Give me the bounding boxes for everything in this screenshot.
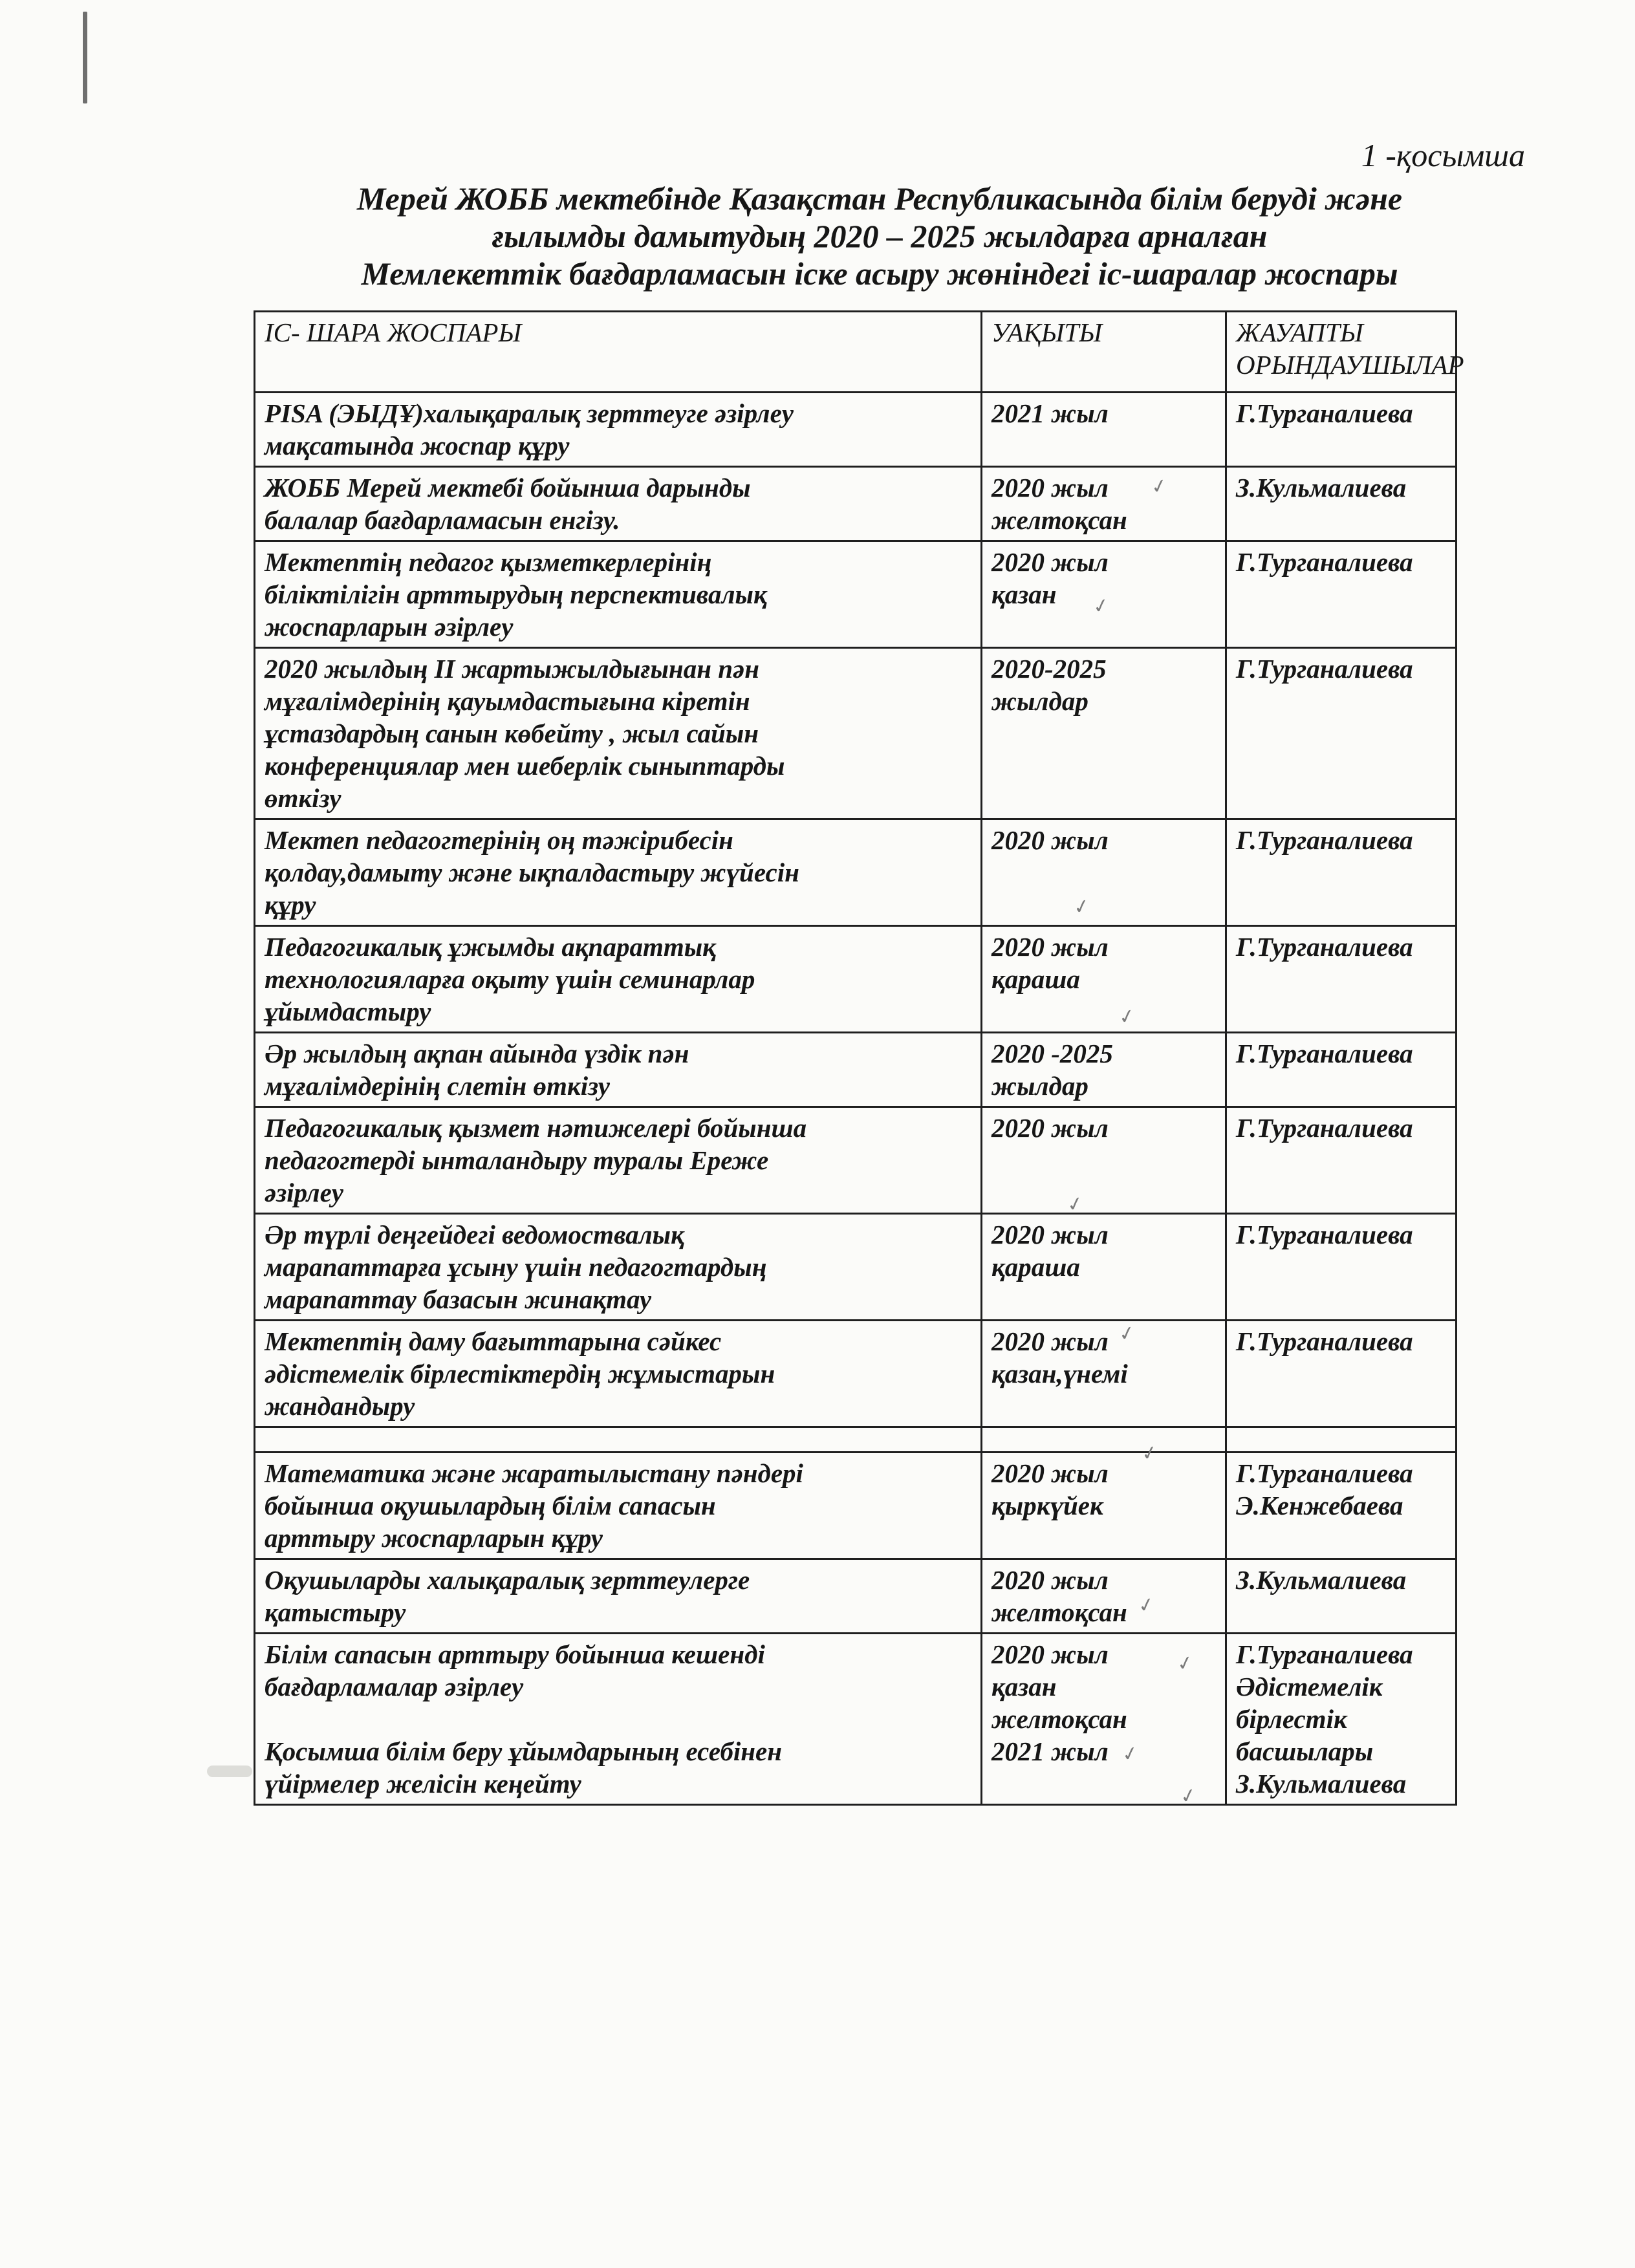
cell-text-responsible: Г.Турганалиева bbox=[1236, 398, 1413, 428]
cell-text-activity: Әр түрлі деңгейдегі ведомоствалық bbox=[265, 1220, 684, 1249]
cell-text-time: 2020 жыл bbox=[991, 473, 1109, 502]
cell-text-activity: PISA (ЭЫДҰ)халықаралық зерттеуге әзірлеу bbox=[265, 398, 794, 428]
cell-text-responsible: Әдістемелік bbox=[1236, 1672, 1383, 1701]
cell-responsible bbox=[1226, 926, 1456, 1033]
cell-text-activity: Қосымша білім беру ұйымдарының есебінен bbox=[265, 1736, 783, 1766]
check-mark: ✓ bbox=[1116, 1321, 1138, 1347]
table-header-row bbox=[255, 312, 1456, 393]
cell-text-activity: ұстаздардың санын көбейту , жыл сайын bbox=[265, 718, 759, 748]
table-row bbox=[255, 648, 1456, 819]
document-title bbox=[259, 180, 1500, 292]
cell-activity bbox=[255, 926, 982, 1033]
cell-time bbox=[982, 1427, 1226, 1453]
title-line: Мерей ЖОББ мектебінде Қазақстан Республикасында білім беруді және bbox=[356, 180, 1403, 217]
cell-text-activity: Мектептің даму бағыттарына сәйкес bbox=[265, 1326, 722, 1356]
table-row bbox=[255, 1634, 1456, 1805]
cell-text-activity: ЖОББ Мерей мектебі бойынша дарынды bbox=[265, 473, 751, 502]
check-mark: ✓ bbox=[1120, 1741, 1141, 1767]
cell-responsible bbox=[1226, 648, 1456, 819]
cell-responsible bbox=[1226, 541, 1456, 648]
cell-text-activity: әдістемелік бірлестіктердің жұмыстарын bbox=[265, 1359, 775, 1388]
cell-time bbox=[982, 1107, 1226, 1214]
table-row bbox=[255, 1107, 1456, 1214]
check-mark: ✓ bbox=[1116, 1004, 1138, 1030]
cell-text-activity: марапаттарға ұсыну үшін педагогтардың bbox=[265, 1252, 767, 1282]
cell-text-time: 2020 жыл bbox=[991, 1113, 1109, 1143]
cell-text-activity: 2020 жылдың II жартыжылдығынан пән bbox=[265, 654, 759, 684]
cell-text-time: 2020 -2025 bbox=[991, 1039, 1113, 1068]
cell-activity bbox=[255, 1634, 982, 1805]
cell-activity bbox=[255, 1427, 982, 1453]
cell-time bbox=[982, 1033, 1226, 1107]
cell-text-time: 2020 жыл bbox=[991, 1458, 1109, 1488]
check-mark: ✓ bbox=[1139, 1440, 1160, 1467]
column-header-activity bbox=[255, 312, 982, 393]
cell-text-time: 2020 жыл bbox=[991, 1639, 1109, 1669]
cell-text-activity: арттыру жоспарларын құру bbox=[265, 1523, 603, 1553]
cell-responsible bbox=[1226, 1559, 1456, 1634]
cell-text-responsible: бірлестік bbox=[1236, 1704, 1347, 1734]
cell-time bbox=[982, 1321, 1226, 1427]
cell-time bbox=[982, 1453, 1226, 1559]
annex-label: 1 -қосымша bbox=[1361, 137, 1525, 173]
column-header-responsible bbox=[1226, 312, 1464, 393]
cell-activity bbox=[255, 819, 982, 926]
table-row bbox=[255, 541, 1456, 648]
cell-text-activity: жандандыру bbox=[265, 1391, 415, 1421]
cell-text-responsible: Г.Турганалиева bbox=[1236, 547, 1413, 577]
cell-responsible bbox=[1226, 1634, 1456, 1805]
cell-text-activity: педагогтерді ынталандыру туралы Ереже bbox=[265, 1145, 769, 1175]
cell-text-activity: мұғалімдерінің қауымдастығына кіретін bbox=[265, 686, 750, 716]
cell-text-activity: біліктілігін арттырудың перспективалық bbox=[265, 579, 767, 609]
column-header-label: ЖАУАПТЫ bbox=[1236, 318, 1363, 347]
table-row bbox=[255, 819, 1456, 926]
cell-text-responsible: Г.Турганалиева bbox=[1236, 654, 1413, 684]
cell-text-activity: Педагогикалық қызмет нәтижелері бойынша bbox=[265, 1113, 807, 1143]
check-mark: ✓ bbox=[1071, 894, 1092, 920]
cell-responsible bbox=[1226, 819, 1456, 926]
check-mark: ✓ bbox=[1136, 1592, 1157, 1619]
column-header-label: УАҚЫТЫ bbox=[991, 318, 1103, 347]
cell-text-activity: өткізу bbox=[265, 783, 341, 813]
cell-text-time: қазан,үнемі bbox=[991, 1359, 1128, 1388]
cell-text-activity: Мектептің педагог қызметкерлерінің bbox=[265, 547, 712, 577]
cell-text-time: 2020 жыл bbox=[991, 1565, 1109, 1595]
cell-time bbox=[982, 393, 1226, 467]
table-body bbox=[255, 393, 1456, 1805]
cell-responsible bbox=[1226, 467, 1456, 541]
cell-text-time: 2020 жыл bbox=[991, 1220, 1109, 1249]
column-header-label: ІС- ШАРА ЖОСПАРЫ bbox=[265, 318, 522, 347]
cell-text-time: қыркүйек bbox=[991, 1491, 1103, 1520]
cell-activity bbox=[255, 467, 982, 541]
cell-text-responsible: Г.Турганалиева bbox=[1236, 1039, 1413, 1068]
table-row bbox=[255, 926, 1456, 1033]
cell-text-activity: құру bbox=[265, 890, 316, 920]
table-row bbox=[255, 1427, 1456, 1453]
cell-text-responsible: Э.Кенжебаева bbox=[1236, 1491, 1403, 1520]
cell-text-responsible: З.Кульмалиева bbox=[1236, 1769, 1407, 1798]
cell-activity bbox=[255, 1321, 982, 1427]
cell-activity bbox=[255, 1107, 982, 1214]
cell-activity bbox=[255, 393, 982, 467]
cell-activity bbox=[255, 648, 982, 819]
cell-text-responsible: Г.Турганалиева bbox=[1236, 1639, 1413, 1669]
cell-text-activity: марапаттау базасын жинақтау bbox=[265, 1284, 652, 1314]
cell-time bbox=[982, 648, 1226, 819]
cell-text-activity: мақсатында жоспар құру bbox=[265, 431, 570, 460]
cell-text-activity: қатыстыру bbox=[265, 1597, 406, 1627]
cell-text-activity: конференциялар мен шеберлік сыныптарды bbox=[265, 751, 785, 781]
cell-text-responsible: З.Кульмалиева bbox=[1236, 473, 1407, 502]
cell-text-time: желтоқсан bbox=[991, 1597, 1127, 1627]
table-row bbox=[255, 467, 1456, 541]
cell-text-activity: жоспарларын әзірлеу bbox=[265, 612, 514, 642]
cell-responsible bbox=[1226, 1214, 1456, 1321]
cell-text-activity: ұйымдастыру bbox=[265, 997, 431, 1026]
cell-responsible bbox=[1226, 1033, 1456, 1107]
cell-text-activity: Білім сапасын арттыру бойынша кешенді bbox=[265, 1639, 765, 1669]
cell-text-time: қазан bbox=[991, 1672, 1057, 1701]
cell-text-activity: технологияларға оқыту үшін семинарлар bbox=[265, 964, 755, 994]
cell-text-activity: әзірлеу bbox=[265, 1178, 343, 1207]
activity-plan-table bbox=[254, 310, 1464, 1806]
cell-text-activity: Педагогикалық ұжымды ақпараттық bbox=[265, 932, 716, 962]
cell-text-responsible: Г.Турганалиева bbox=[1236, 932, 1413, 962]
table-row bbox=[255, 1453, 1456, 1559]
cell-text-time: қазан bbox=[991, 579, 1057, 609]
cell-text-time: 2020-2025 bbox=[991, 654, 1107, 684]
title-line: ғылымды дамытудың 2020 – 2025 жылдарға арналған bbox=[492, 218, 1268, 254]
cell-text-time: қараша bbox=[991, 1252, 1080, 1282]
cell-responsible bbox=[1226, 1321, 1456, 1427]
table-row bbox=[255, 1559, 1456, 1634]
cell-text-responsible: Г.Турганалиева bbox=[1236, 1458, 1413, 1488]
cell-text-activity: үйірмелер желісін кеңейту bbox=[265, 1769, 581, 1798]
cell-text-time: 2020 жыл bbox=[991, 1326, 1109, 1356]
check-mark: ✓ bbox=[1149, 473, 1170, 500]
cell-text-time: желтоқсан bbox=[991, 505, 1127, 535]
cell-text-time: 2020 жыл bbox=[991, 825, 1109, 855]
cell-text-time: 2021 жыл bbox=[991, 1736, 1109, 1766]
scan-edge-mark bbox=[83, 12, 87, 103]
cell-responsible bbox=[1226, 1427, 1456, 1453]
check-mark: ✓ bbox=[1065, 1191, 1086, 1218]
cell-activity bbox=[255, 1033, 982, 1107]
check-mark: ✓ bbox=[1178, 1783, 1199, 1809]
cell-text-responsible: З.Кульмалиева bbox=[1236, 1565, 1407, 1595]
cell-text-activity: бойынша оқушылардың білім сапасын bbox=[265, 1491, 716, 1520]
cell-responsible bbox=[1226, 393, 1456, 467]
cell-text-activity: Мектеп педагогтерінің оң тәжірибесін bbox=[265, 825, 733, 855]
cell-text-activity: бағдарламалар әзірлеу bbox=[265, 1672, 524, 1701]
cell-responsible bbox=[1226, 1107, 1456, 1214]
cell-text-time: қараша bbox=[991, 964, 1080, 994]
table-row bbox=[255, 1214, 1456, 1321]
column-header-label: ОРЫНДАУШЫЛАР bbox=[1236, 350, 1464, 380]
cell-time bbox=[982, 1214, 1226, 1321]
cell-text-activity: балалар бағдарламасын енгізу. bbox=[265, 505, 620, 535]
cell-text-activity: қолдау,дамыту және ықпалдастыру жүйесін bbox=[265, 858, 799, 887]
table-row bbox=[255, 1321, 1456, 1427]
table-row bbox=[255, 1033, 1456, 1107]
scan-smudge bbox=[207, 1766, 252, 1777]
cell-time bbox=[982, 467, 1226, 541]
cell-text-time: 2020 жыл bbox=[991, 547, 1109, 577]
cell-text-time: желтоқсан bbox=[991, 1704, 1127, 1734]
column-header-time bbox=[982, 312, 1226, 393]
title-line: Мемлекеттік бағдарламасын іске асыру жөніндегі іс-шаралар жоспары bbox=[361, 255, 1398, 292]
check-mark: ✓ bbox=[1090, 593, 1112, 620]
cell-activity bbox=[255, 1559, 982, 1634]
cell-text-time: жылдар bbox=[991, 1071, 1088, 1101]
cell-text-responsible: Г.Турганалиева bbox=[1236, 1220, 1413, 1249]
cell-text-responsible: Г.Турганалиева bbox=[1236, 825, 1413, 855]
cell-text-activity: Әр жылдың ақпан айында үздік пән bbox=[265, 1039, 689, 1068]
cell-time bbox=[982, 819, 1226, 926]
cell-text-time: 2020 жыл bbox=[991, 932, 1109, 962]
cell-text-responsible: Г.Турганалиева bbox=[1236, 1326, 1413, 1356]
cell-activity bbox=[255, 1453, 982, 1559]
cell-text-responsible: басшылары bbox=[1236, 1736, 1374, 1766]
cell-responsible bbox=[1226, 1453, 1456, 1559]
cell-text-responsible: Г.Турганалиева bbox=[1236, 1113, 1413, 1143]
cell-text-time: жылдар bbox=[991, 686, 1088, 716]
cell-text-activity: мұғалімдерінің слетін өткізу bbox=[265, 1071, 611, 1101]
cell-text-activity: Математика және жаратылыстану пәндері bbox=[265, 1458, 803, 1488]
cell-text-time: 2021 жыл bbox=[991, 398, 1109, 428]
check-mark: ✓ bbox=[1175, 1650, 1196, 1677]
blank-line bbox=[265, 1703, 971, 1735]
cell-activity bbox=[255, 541, 982, 648]
cell-time bbox=[982, 926, 1226, 1033]
table-row bbox=[255, 393, 1456, 467]
cell-text-activity: Оқушыларды халықаралық зерттеулерге bbox=[265, 1565, 750, 1595]
cell-time bbox=[982, 1559, 1226, 1634]
cell-activity bbox=[255, 1214, 982, 1321]
